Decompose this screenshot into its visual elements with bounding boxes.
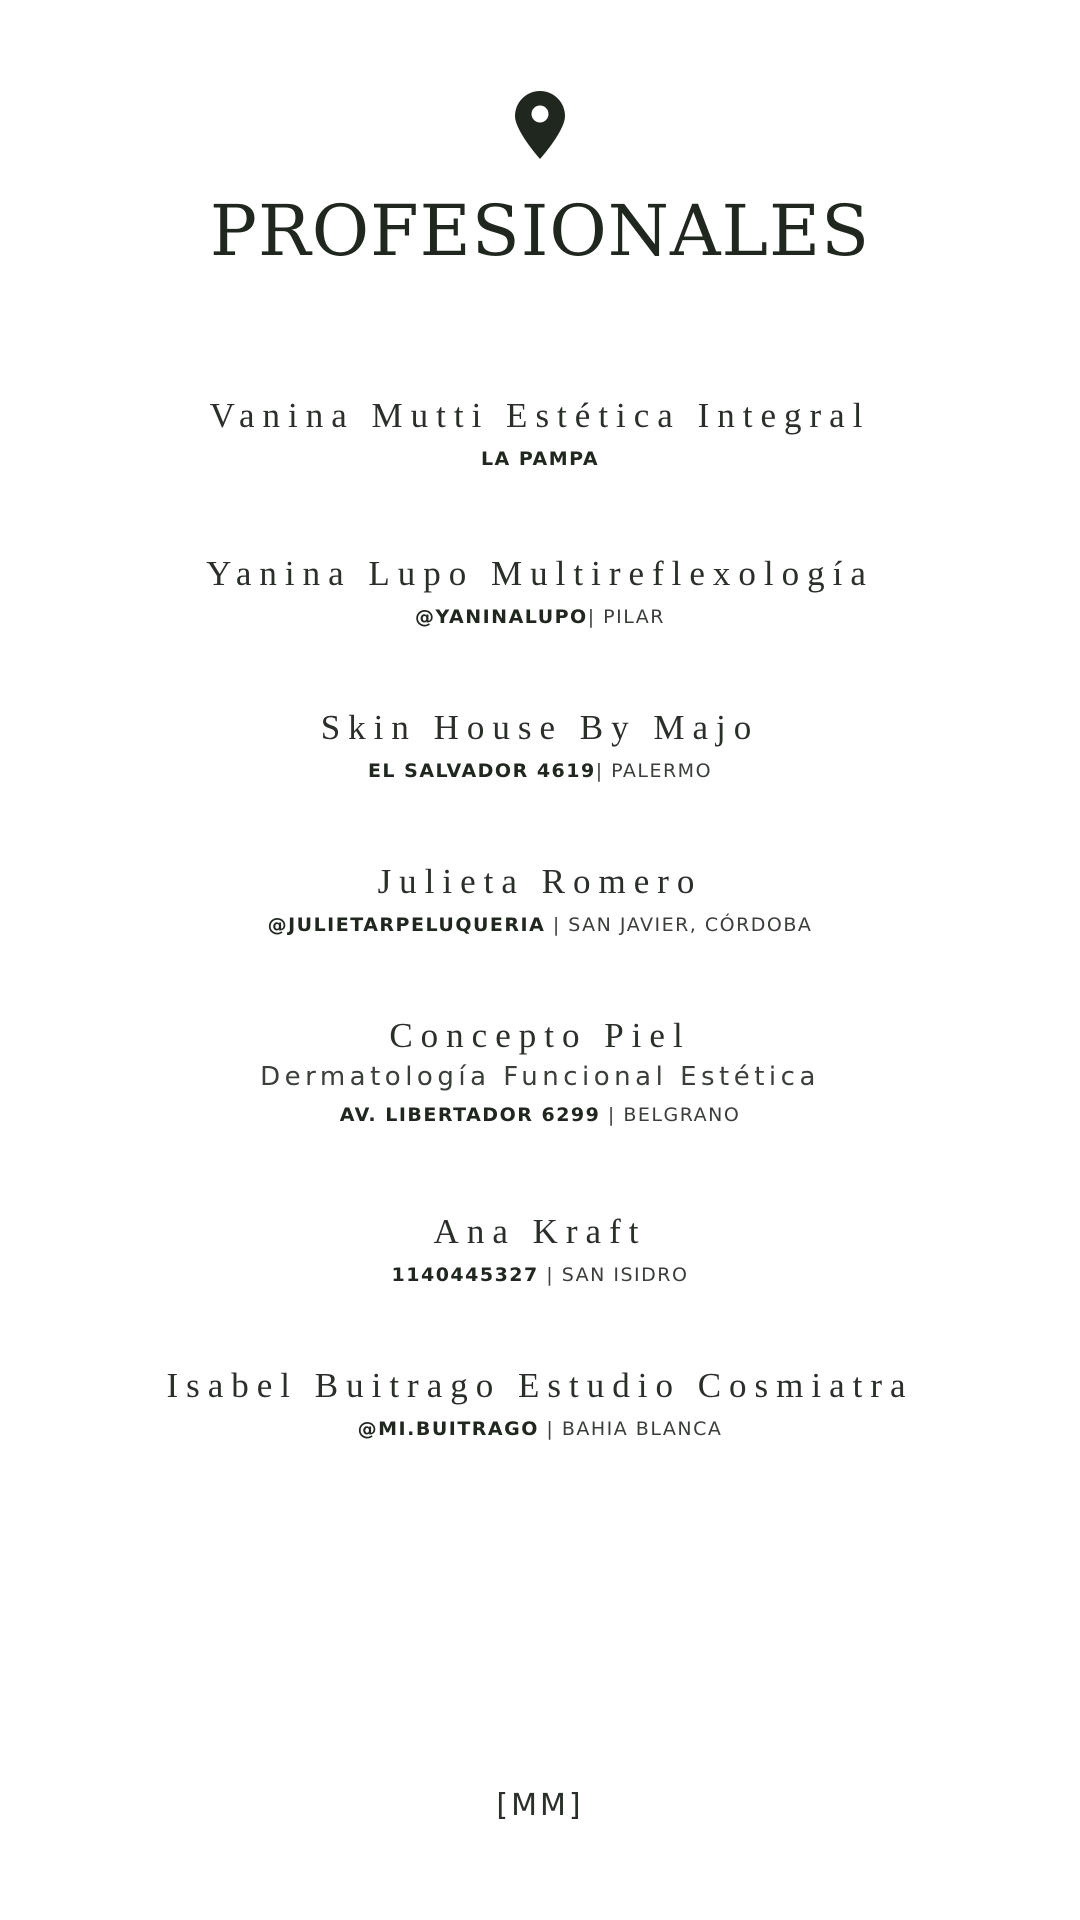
footer-logo: [MM] (496, 1788, 584, 1823)
professional-detail (0, 912, 1080, 938)
professional-name: Concepto Piel (389, 1016, 691, 1055)
detail-location: | SAN JAVIER, CÓRDOBA (545, 914, 813, 936)
list-item (0, 706, 1080, 784)
detail-location: | BELGRANO (600, 1104, 741, 1126)
professional-name: Yanina Lupo Multireflexología (206, 554, 874, 593)
professional-detail (0, 446, 1080, 472)
professional-detail (0, 1416, 1080, 1442)
detail-highlight: @JULIETARPELUQUERIA (267, 914, 546, 936)
detail-highlight: 1140445327 (391, 1264, 539, 1286)
detail-highlight: @YANINALUPO (415, 606, 588, 628)
list-item (0, 1364, 1080, 1442)
detail-highlight: LA PAMPA (480, 448, 600, 470)
detail-highlight: EL SALVADOR 4619 (367, 760, 596, 782)
professional-detail (0, 758, 1080, 784)
professional-name: Skin House By Majo (320, 708, 760, 747)
detail-highlight: @MI.BUITRAGO (357, 1418, 539, 1440)
professional-detail (0, 1262, 1080, 1288)
professional-name: Julieta Romero (377, 862, 703, 901)
professional-detail (0, 604, 1080, 630)
detail-location: | BAHIA BLANCA (538, 1418, 723, 1440)
detail-location: | SAN ISIDRO (538, 1264, 689, 1286)
list-item (0, 1014, 1080, 1128)
page-title: PROFESIONALES (209, 190, 871, 272)
list-item (0, 552, 1080, 630)
professional-name: Isabel Buitrago Estudio Cosmiatra (166, 1366, 914, 1405)
detail-location: | PILAR (587, 606, 665, 628)
professional-name: Vanina Mutti Estética Integral (209, 396, 871, 435)
detail-highlight: AV. LIBERTADOR 6299 (339, 1104, 601, 1126)
list-item (0, 394, 1080, 472)
location-pin-icon (515, 91, 565, 159)
professional-detail (0, 1102, 1080, 1128)
professional-subtitle: Dermatología Funcional Estética (260, 1062, 820, 1092)
list-item (0, 1210, 1080, 1288)
list-item (0, 860, 1080, 938)
detail-location: | PALERMO (595, 760, 713, 782)
professional-name: Ana Kraft (433, 1212, 647, 1251)
